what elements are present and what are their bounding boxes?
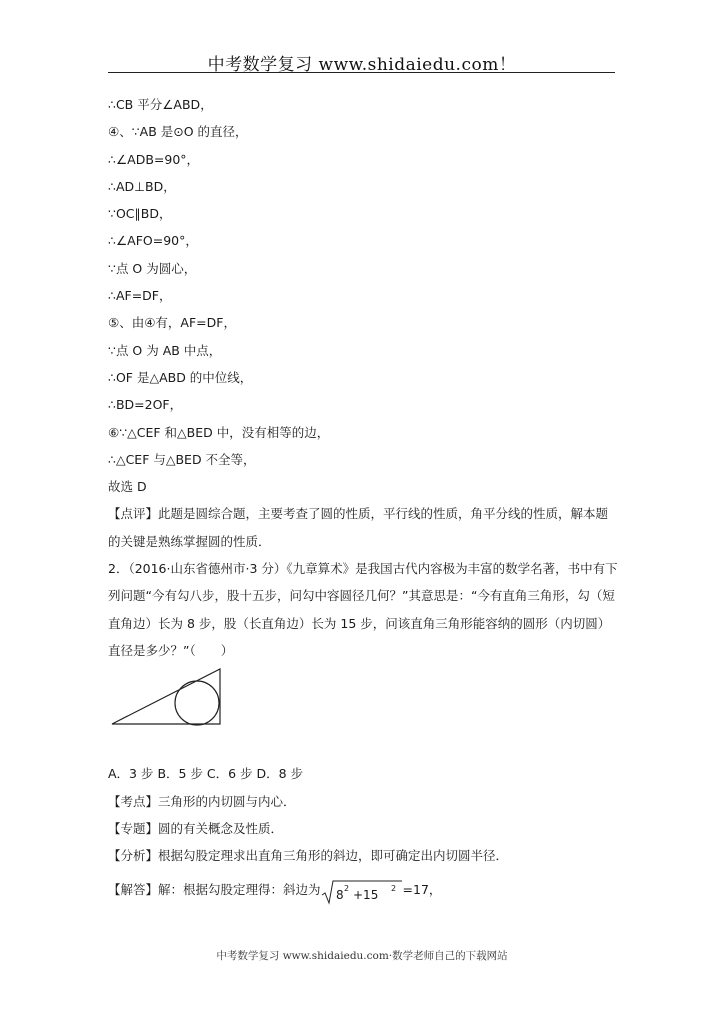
- proof-line: ∴△CEF 与△BED 不全等，: [108, 451, 256, 467]
- proof-line: ⑤、由④有，AF=DF，: [108, 315, 236, 331]
- proof-line: ∴CB 平分∠ABD，: [108, 97, 213, 112]
- proof-line: ∴∠AFO=90°，: [108, 233, 198, 249]
- problem-paragraph: 2．（2016·山东省德州市·3 分）《九章算术》是我国古代内容极为丰富的数学名著，书中有下列问题“今有勾八步，股十五步，问勾中容圆径几何？”其意思是：“今有直角三角形，勾（短直角边）长为 8 步，股（长直角边）长为 15 步，问该直角三角形能容纳的圆形（内切圆）直径是多少？”（ ）: [108, 561, 618, 658]
- proof-line: ⑥∵△CEF 和△BED 中，没有相等的边，: [108, 424, 330, 440]
- radicand-a: 8: [335, 887, 344, 902]
- triangle-incircle-figure: [108, 666, 618, 756]
- proof-line: ∴∠ADB=90°，: [108, 151, 200, 167]
- proof-line: ④、∵AB 是⊙O 的直径，: [108, 124, 248, 140]
- inscribed-circle: [175, 681, 219, 725]
- proof-line: ∵点 O 为圆心，: [108, 260, 197, 276]
- page-footer: 中考数学复习 www.shidaiedu.com·数学老师自己的下载网站: [216, 950, 508, 962]
- square-root-expression: [321, 879, 403, 903]
- proof-line: ∵OC∥BD，: [108, 206, 172, 222]
- jieda-suffix: =17，: [402, 882, 442, 898]
- exponent-b: 2: [390, 883, 396, 893]
- proof-line: ∴AD⊥BD，: [108, 178, 176, 194]
- fenxi-line: 【分析】根据勾股定理求出直角三角形的斜边，即可确定出内切圆半径．: [108, 848, 509, 864]
- zhuanti-line: 【专题】圆的有关概念及性质．: [108, 820, 284, 836]
- exponent-a: 2: [343, 883, 349, 893]
- proof-line: ∴BD=2OF，: [108, 397, 183, 413]
- answer-choice-line: 故选 D: [108, 479, 147, 495]
- right-triangle: [112, 669, 220, 724]
- answer-options: A．3 步 B．5 步 C．6 步 D．8 步: [108, 766, 304, 782]
- kaodian-line: 【考点】三角形的内切圆与内心．: [108, 793, 296, 809]
- triangle-incircle-diagram: [110, 666, 230, 730]
- radicand-b: +15: [352, 887, 378, 902]
- document-body: [108, 91, 618, 907]
- jieda-line: [108, 873, 618, 907]
- proof-line: ∵点 O 为 AB 中点，: [108, 342, 222, 358]
- proof-line: ∴AF=DF，: [108, 288, 172, 304]
- page-header-title: 中考数学复习 www.shidaiedu.com！: [207, 55, 517, 75]
- proof-line: ∴OF 是△ABD 的中位线，: [108, 369, 253, 385]
- comment-paragraph: 【点评】此题是圆综合题，主要考查了圆的性质，平行线的性质，角平分线的性质，解本题的关键是熟练掌握圆的性质．: [108, 506, 609, 549]
- header-divider: [108, 72, 615, 73]
- jieda-prefix: 【解答】解：根据勾股定理得：斜边为: [108, 882, 321, 898]
